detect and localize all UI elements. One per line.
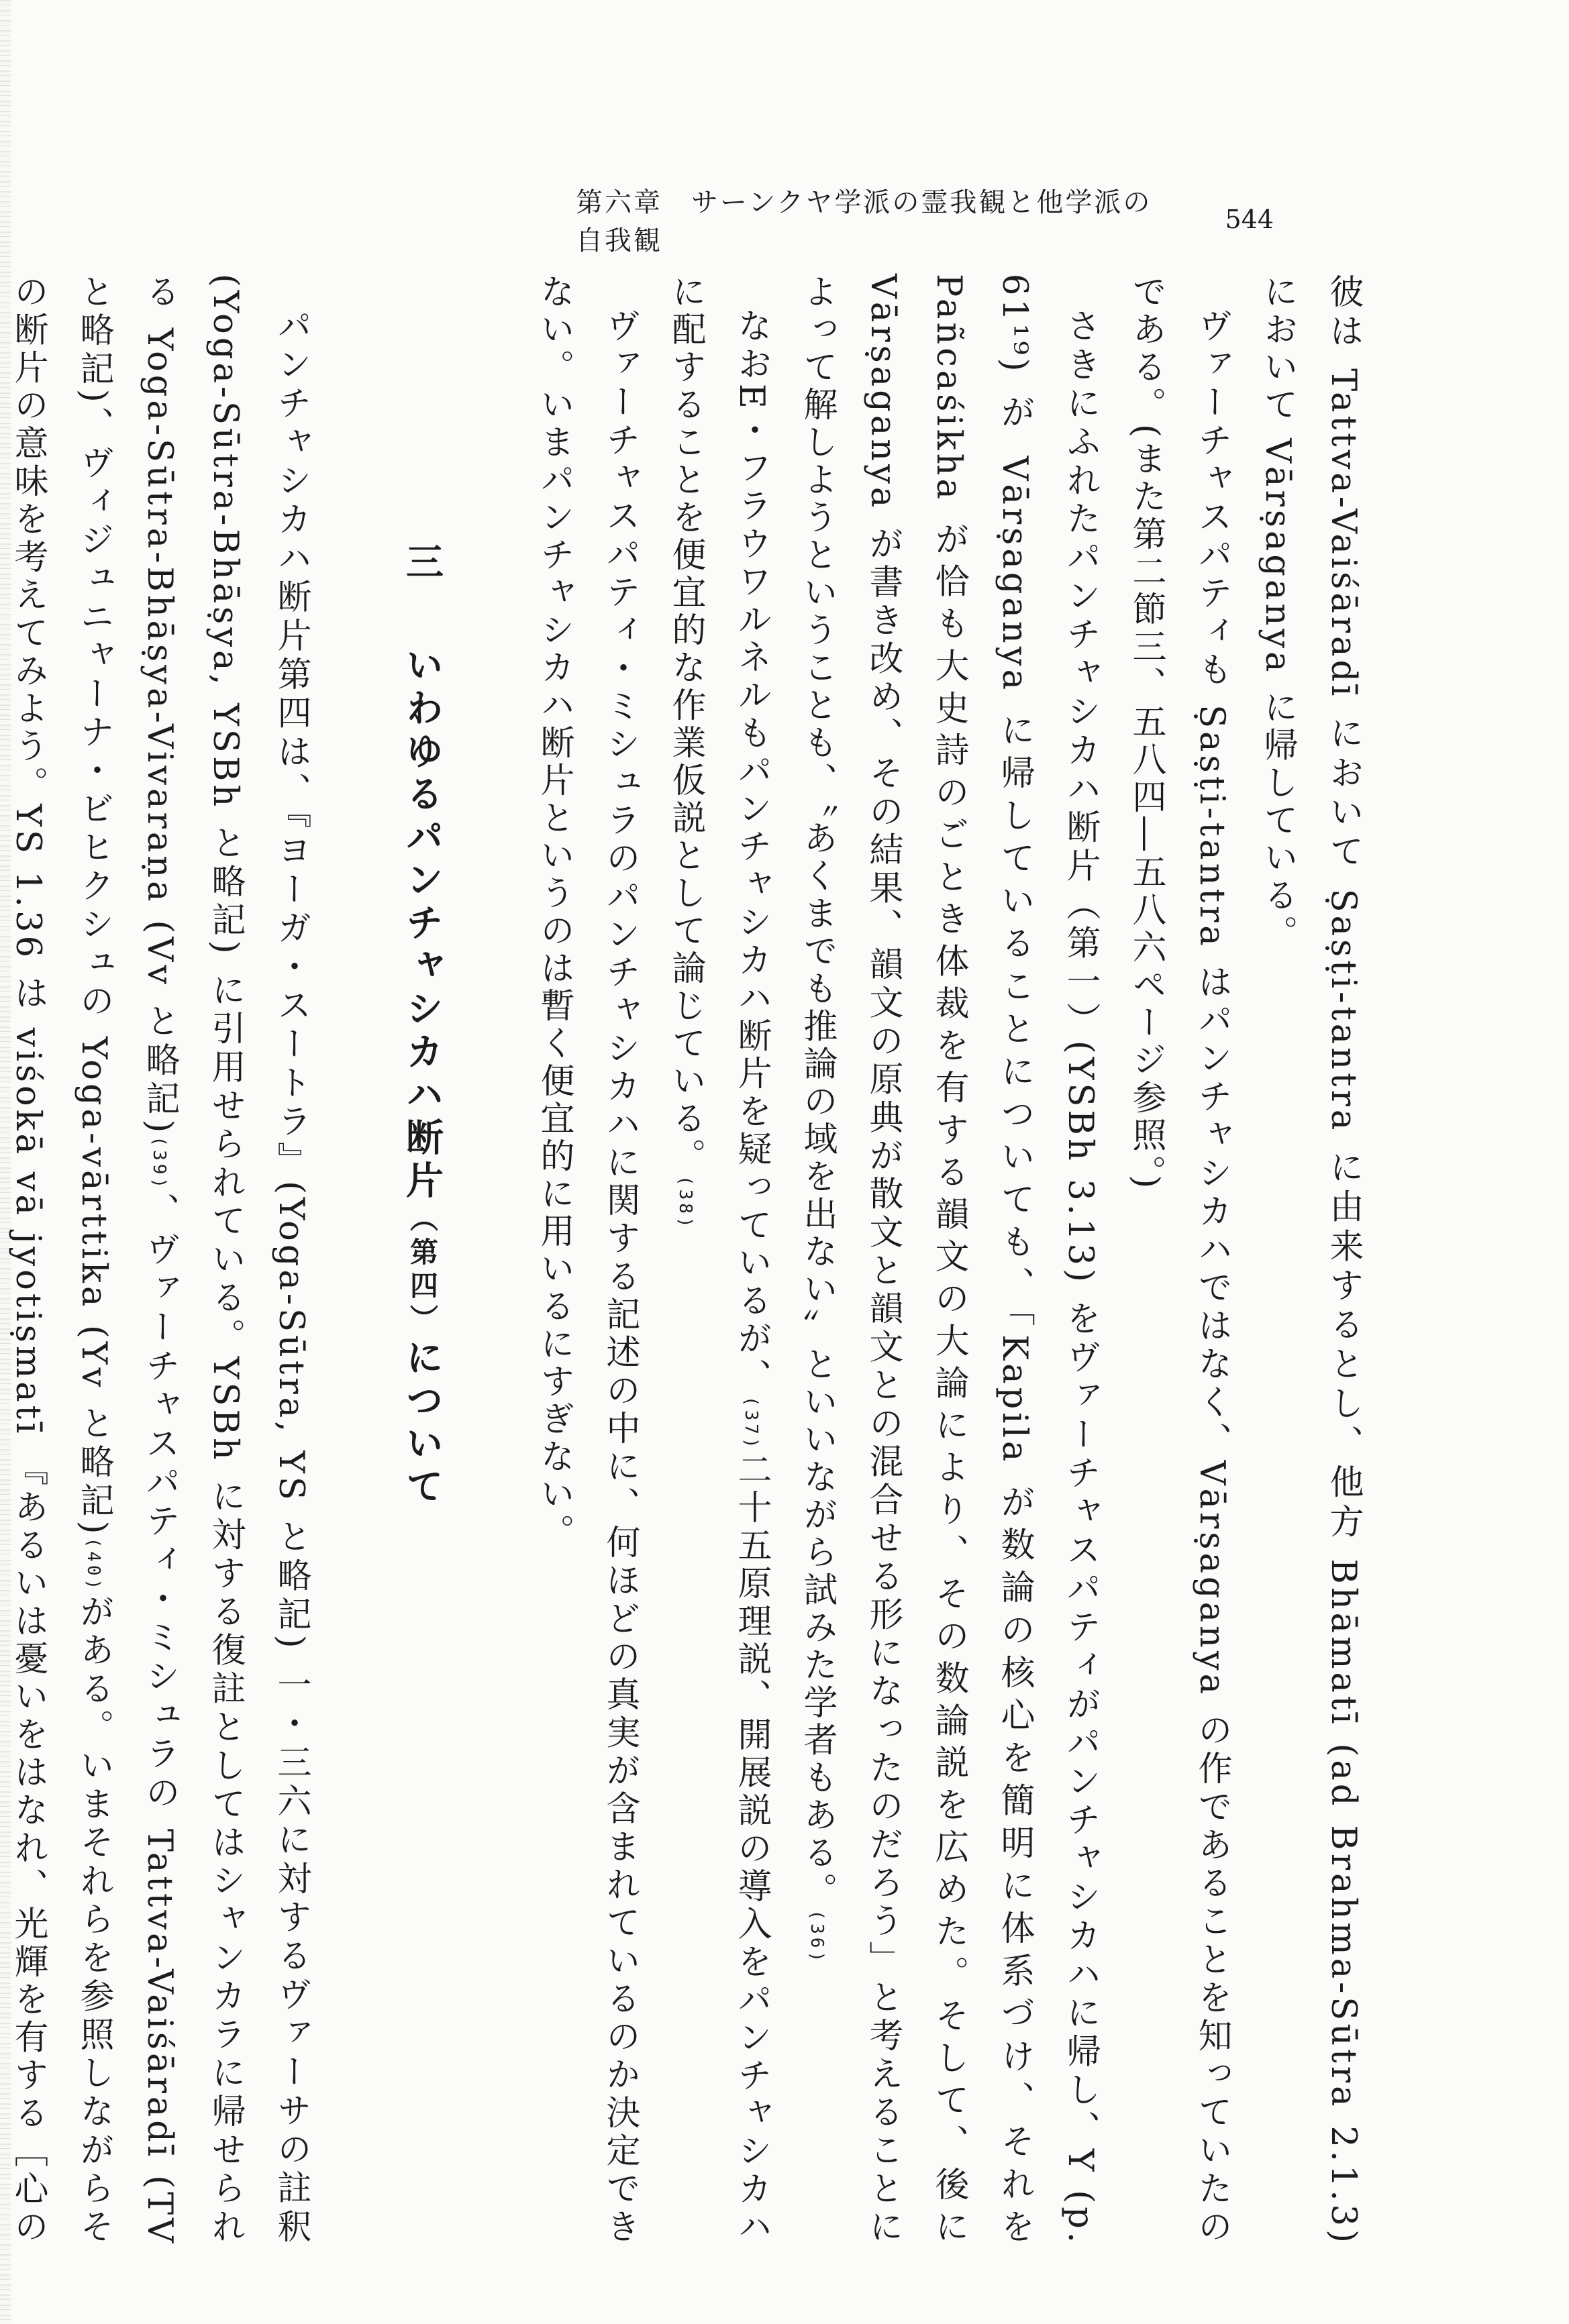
note-ref: (39) — [149, 1136, 169, 1192]
paragraph — [784, 274, 1113, 2246]
paragraph-text: 、ヴァーチャスパティ・ミシュラの Tattva-Vaiśāradī (TV と略記)、ヴィジュニャーナ・ビヒクシュの Yoga-vārttika (Yv と略記) — [74, 274, 179, 2247]
paragraph — [652, 274, 784, 2246]
paragraph-text: 二十五原理説、開展説の導入をパンチャシカハに配することを便宜的な作業仮説として論じている。 — [666, 274, 771, 2247]
page-number: 544 — [1225, 205, 1274, 234]
section-title-note: （第四） — [406, 1204, 439, 1338]
note-ref: (37) — [741, 1395, 761, 1452]
paragraph-text: がある。いまそれらを参照しながらその断片の意味を考えてみよう。YS 1.36 は viśokā vā jyotiṣmatī 『あるいは憂いをはなれ、光輝を有する［心の — [8, 274, 113, 2246]
section-title-end: について — [400, 1338, 444, 1510]
note-ref: (38) — [675, 1175, 695, 1231]
paragraph-text: さきにふれたパンチャシカハ断片（第一）(YSBh 3.13) をヴァーチャスパティがパンチャシカハに帰し、Y (p. 61¹⁹) が Vārṣaganya に帰していることについても、「Kapila が数論の核心を簡明に体系づけ、それを Pañcaśikha が恰も大史詩のごとき体裁を有する韻文の大論により、その数論説を広めた。そして、後に Vārṣaganya が書き改め、その結果、韻文の原典が散文と韻文との混合せる形になったのだろう」と考えることによって解しようということも、〝あくまでも推論の域を出ない〟といいながら試みた学者もある。 — [797, 274, 1100, 2246]
section-number: 三 — [400, 542, 444, 585]
running-head — [576, 187, 1274, 256]
note-ref: (40) — [83, 1537, 103, 1593]
section-heading — [389, 274, 455, 2246]
paragraph: 彼は Tattva-Vaiśāradī において Ṣaṣṭi-tantra に由来するとし、他方 Bhāmatī (ad Brahma-Sūtra 2.1.3) において Vārṣaganya に帰している。 — [1258, 274, 1363, 2246]
chapter-title: 第六章 サーンクヤ学派の霊我観と他学派の自我観 — [576, 187, 1152, 256]
paragraph-text: パンチャシカハ断片第四は、『ヨーガ・スートラ』(Yoga-Sūtra, YS と略記) 一・三六に対するヴァーサの註釈 (Yoga-Sūtra-Bhāṣya, YSBh と略記) に引用せられている。YSBh に対する復註としてはシャンカラに帰せられる Yoga-Sūtra-Bhāṣya-Vivaraṇa (Vv と略記) — [140, 274, 311, 2246]
note-ref: (36) — [807, 1909, 827, 1966]
paragraph: ヴァーチャスパティも Ṣaṣṭi-tantra はパンチャシカハではなく、Vārṣaganya の作であることを知っていたのである。(また第二節三、五八四―五八六ページ参照。) — [1126, 274, 1231, 2246]
body-text — [8, 274, 1376, 2247]
paragraph — [0, 274, 323, 2246]
paragraph-text: なおE・フラウワルネルもパンチャシカハ断片を疑っているが、 — [731, 308, 771, 1396]
section-title: いわゆるパンチャシカハ断片 — [400, 645, 444, 1204]
paragraph: ヴァーチャスパティ・ミシュラのパンチャシカハに関する記述の中に、何ほどの真実が含まれているのか決定できない。いまパンチャシカハ断片というのは暫く便宜的に用いるにすぎない。 — [534, 274, 640, 2246]
